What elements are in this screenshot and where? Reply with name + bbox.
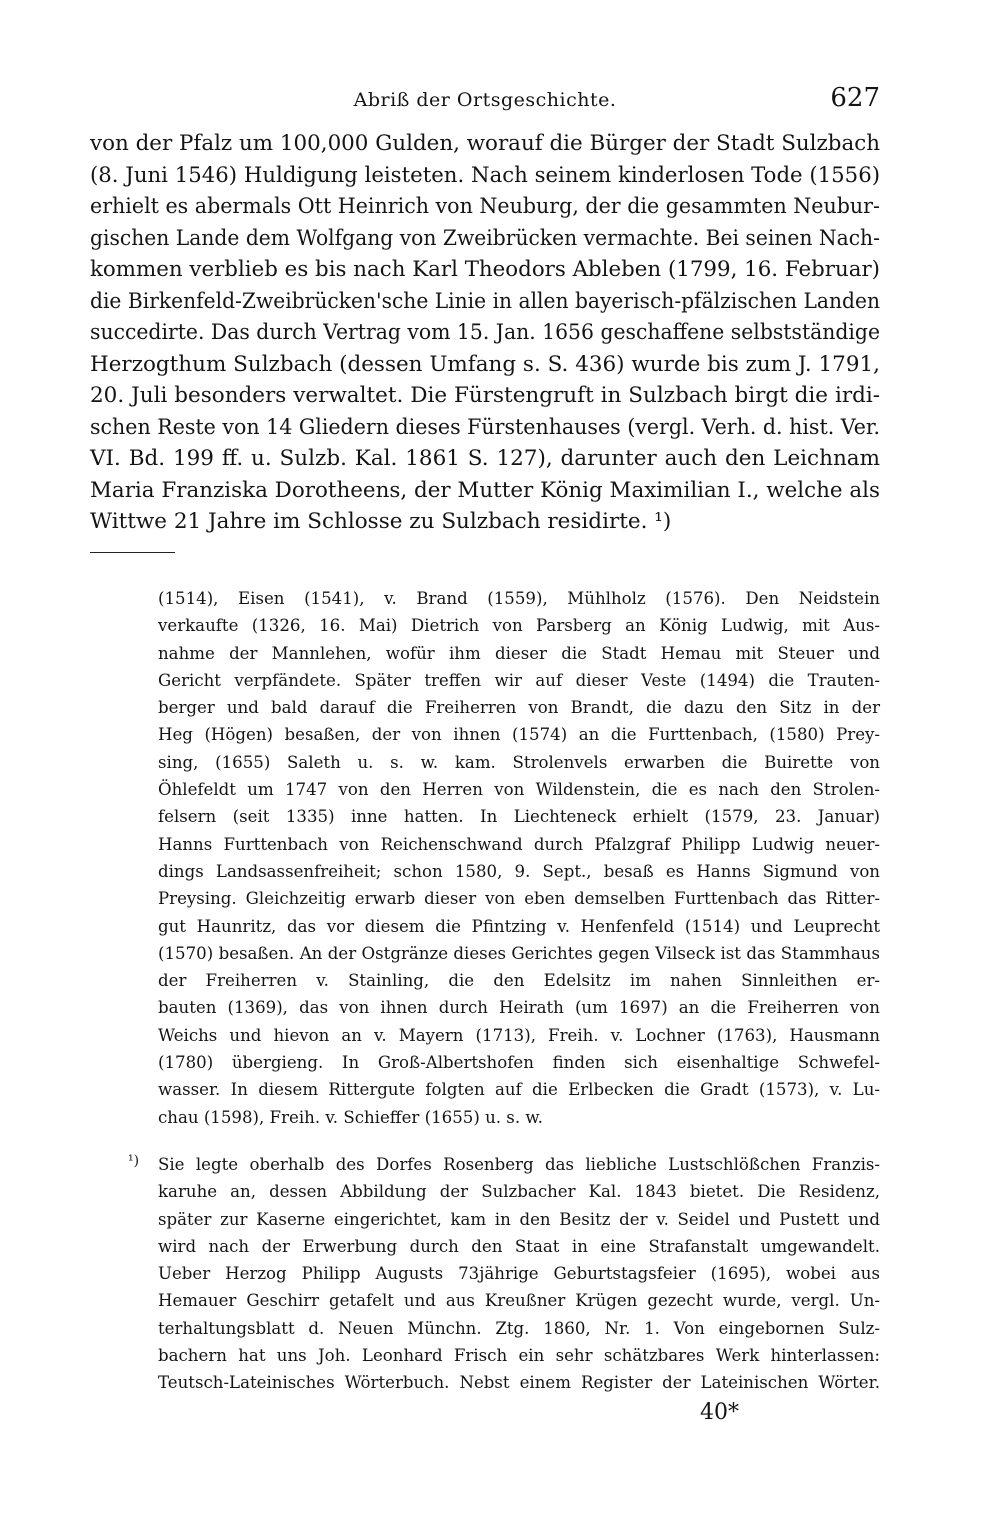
footnote-line: später zur Kaserne eingerichtet, kam in den Besitz der v. Seidel und Pustett und	[158, 1209, 880, 1229]
note-line: Preysing. Gleichzeitig erwarb dieser von eben demselben Furttenbach das Ritter-	[158, 889, 880, 909]
note-line: Öhlefeldt um 1747 von den Herren von Wildenstein, die es nach den Strolen-	[158, 780, 880, 800]
text-line: Herzogthum Sulzbach (dessen Umfang s. S. 436) wurde bis zum J. 1791,	[90, 351, 880, 377]
sheet-signature: 40*	[700, 1400, 739, 1425]
note-line: (1570) besaßen. An der Ostgränze dieses Gerichtes gegen Vilseck ist das Stammhaus	[158, 943, 880, 963]
text-line: Wittwe 21 Jahre im Schlosse zu Sulzbach residirte. ¹)	[90, 509, 672, 534]
note-line: berger und bald darauf die Freiherren von Brandt, die dazu den Sitz in der	[158, 698, 880, 718]
text-line: succedirte. Das durch Vertrag vom 15. Jan. 1656 geschaffene selbstständige	[90, 320, 881, 345]
footnote-line: wird nach der Erwerbung durch den Staat in eine Strafanstalt umgewandelt.	[158, 1236, 880, 1256]
continued-note	[158, 585, 880, 1131]
footnote-marker: ¹)	[128, 1153, 140, 1169]
page-header	[90, 83, 880, 123]
note-line: Hanns Furttenbach von Reichenschwand durch Pfalzgraf Philipp Ludwig neuer-	[158, 834, 880, 854]
text-line: gischen Lande dem Wolfgang von Zweibrücken vermachte. Bei seinen Nach-	[90, 225, 880, 251]
text-line: schen Reste von 14 Gliedern dieses Fürstenhauses (vergl. Verh. d. hist. Ver.	[90, 414, 881, 440]
note-line: gut Haunritz, das vor diesem die Pfintzing v. Henfenfeld (1514) und Leuprecht	[158, 916, 880, 936]
footnote-line: Teutsch-Lateinisches Wörterbuch. Nebst einem Register der Lateinischen Wörter.	[158, 1373, 880, 1393]
note-line: dings Landsassenfreiheit; schon 1580, 9. Sept., besaß es Hanns Sigmund von	[158, 861, 880, 881]
note-line: Gericht verpfändete. Später treffen wir auf dieser Veste (1494) die Trauten-	[158, 670, 880, 690]
text-line: 20. Juli besonders verwaltet. Die Fürstengruft in Sulzbach birgt die irdi-	[90, 383, 880, 408]
note-line: der Freiherren v. Stainling, die den Edelsitz im nahen Sinnleithen er-	[158, 971, 880, 991]
footnote-line: Ueber Herzog Philipp Augusts 73jährige Geburtstagsfeier (1695), wobei aus	[158, 1264, 880, 1284]
footnote-line: Sie legte oberhalb des Dorfes Rosenberg das liebliche Lustschlößchen Franzis-	[158, 1155, 880, 1174]
footnote-line: bachern hat uns Joh. Leonhard Frisch ein sehr schätzbares Werk hinterlassen:	[158, 1346, 880, 1366]
footnote-line: karuhe an, dessen Abbildung der Sulzbacher Kal. 1843 bietet. Die Residenz,	[158, 1182, 880, 1202]
main-paragraph	[90, 128, 880, 538]
text-line: VI. Bd. 199 ff. u. Sulzb. Kal. 1861 S. 127), darunter auch den Leichnam	[90, 446, 880, 471]
note-line: verkaufte (1326, 16. Mai) Dietrich von Parsberg an König Ludwig, mit Aus-	[158, 616, 880, 636]
note-line: felsern (seit 1335) inne hatten. In Liechteneck erhielt (1579, 23. Januar)	[158, 807, 880, 827]
text-line: (8. Juni 1546) Huldigung leisteten. Nach seinem kinderlosen Tode (1556)	[90, 162, 881, 188]
text-line: die Birkenfeld-Zweibrücken'sche Linie in allen bayerisch-pfälzischen Landen	[90, 288, 880, 314]
note-line: wasser. In diesem Rittergute folgten auf die Erlbecken die Gradt (1573), v. Lu-	[158, 1080, 880, 1100]
text-line: von der Pfalz um 100,000 Gulden, worauf die Bürger der Stadt Sulzbach	[90, 131, 881, 156]
text-line: erhielt es abermals Ott Heinrich von Neuburg, der die gesammten Neubur-	[90, 194, 880, 219]
note-line: (1780) übergieng. In Groß-Albertshofen finden sich eisenhaltige Schwefel-	[158, 1053, 880, 1073]
note-line: bauten (1369), das von ihnen durch Heirath (um 1697) an die Freiherren von	[158, 998, 880, 1018]
note-line: sing, (1655) Saleth u. s. w. kam. Strolenvels erwarben die Buirette von	[158, 752, 880, 772]
note-line: Heg (Högen) besaßen, der von ihnen (1574) an die Furttenbach, (1580) Prey-	[158, 725, 880, 745]
note-line: chau (1598), Freih. v. Schieffer (1655) u. s. w.	[158, 1107, 543, 1127]
note-line: Weichs und hievon an v. Mayern (1713), Freih. v. Lochner (1763), Hausmann	[158, 1025, 880, 1045]
page-number: 627	[830, 83, 880, 113]
text-line: Maria Franziska Dorotheens, der Mutter König Maximilian I., welche als	[90, 477, 880, 503]
note-line: nahme der Mannlehen, wofür ihm dieser die Stadt Hemau mit Steuer und	[158, 643, 880, 663]
footnote-line: terhaltungsblatt d. Neuen Münchn. Ztg. 1860, Nr. 1. Von eingebornen Sulz-	[158, 1318, 880, 1338]
running-title: Abriß der Ortsgeschichte.	[353, 89, 617, 111]
footnote-line: Hemauer Geschirr getafelt und aus Kreußner Krügen gezecht wurde, vergl. Un-	[158, 1291, 880, 1311]
footnote-1	[128, 1151, 880, 1397]
footnote-divider	[90, 552, 175, 553]
text-line: kommen verblieb es bis nach Karl Theodors Ableben (1799, 16. Februar)	[90, 257, 881, 282]
note-line: (1514), Eisen (1541), v. Brand (1559), Mühlholz (1576). Den Neidstein	[158, 589, 880, 608]
